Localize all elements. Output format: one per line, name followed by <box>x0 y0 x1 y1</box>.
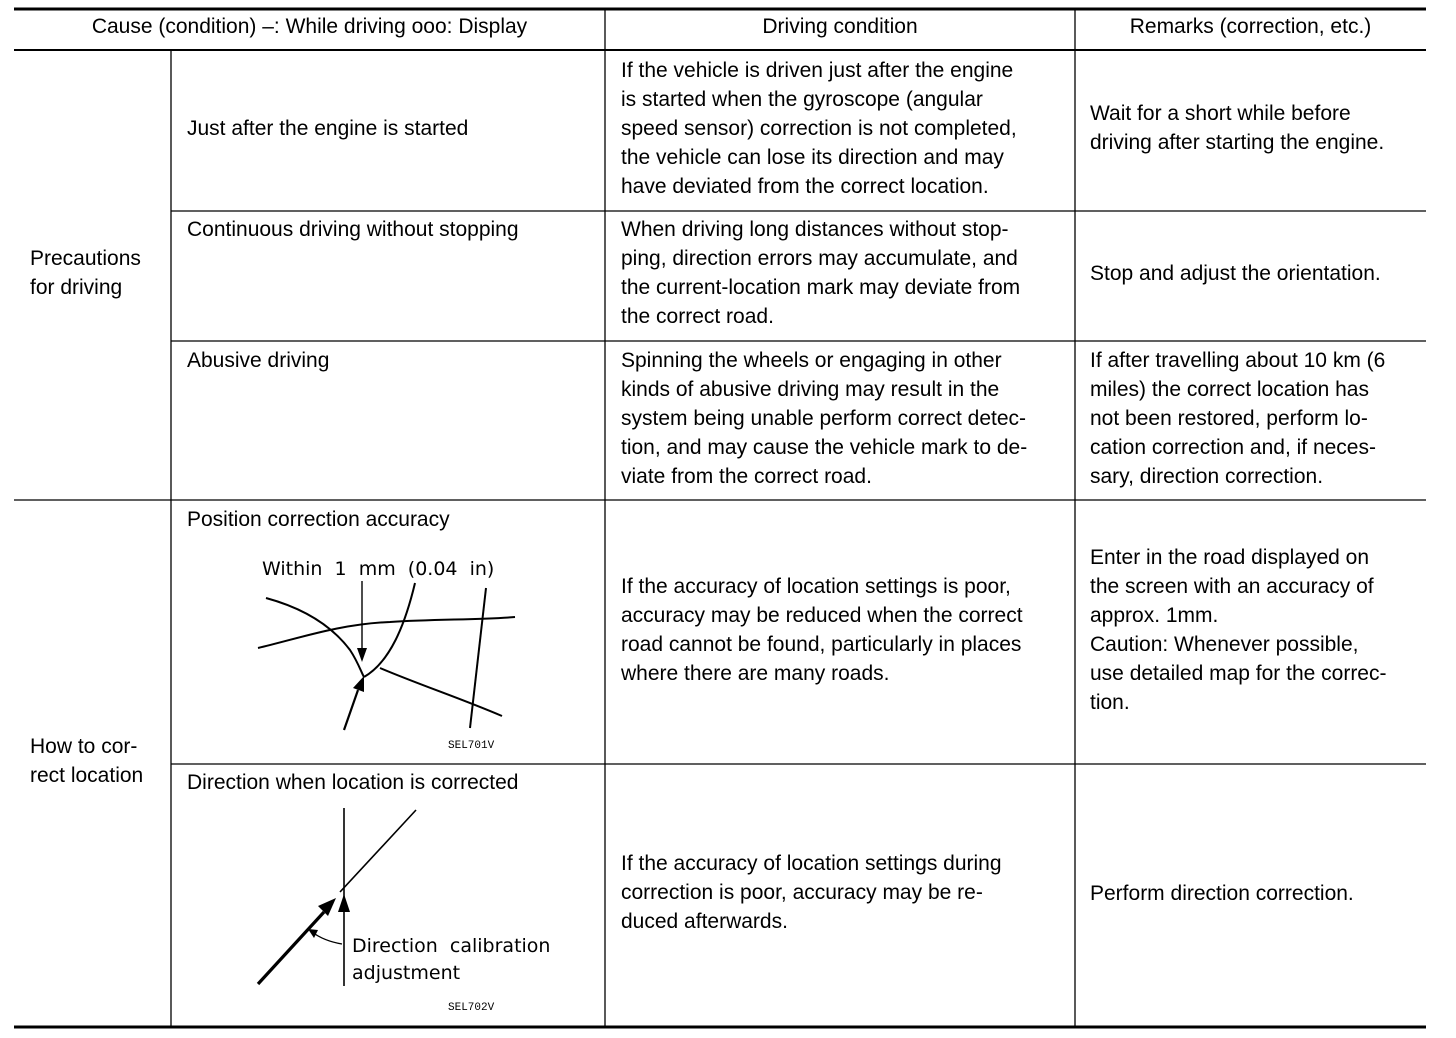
group-label-precautions: Precautions for driving <box>30 247 141 299</box>
figure-code-sel702v: SEL702V <box>448 1002 495 1014</box>
pointer-arrowhead <box>357 648 367 662</box>
direction-correction-figure <box>240 800 560 1020</box>
header-driving-condition: Driving condition <box>762 15 918 38</box>
row-condition-position-accuracy: If the accuracy of location settings is poor, accuracy may be reduced when the correct road cannot be found, particularly in places where there are many roads. <box>621 575 1023 685</box>
vertical-arrowhead <box>338 894 350 912</box>
figure-annotation-adjustment: adjustment <box>352 962 461 984</box>
row-condition-engine-started: If the vehicle is driven just after the engine is started when the gyroscope (angular speed sensor) correction is not completed, the vehicle can lose its direction and may have deviated from the correct location. <box>621 59 1017 198</box>
vehicle-direction-arrow-shaft <box>258 912 324 984</box>
road-lower <box>380 668 502 716</box>
row-cause-position-accuracy: Position correction accuracy <box>187 508 450 531</box>
vehicle-arrow-head <box>353 676 364 692</box>
road-curve-a <box>266 598 364 677</box>
row-remarks-position-accuracy: Enter in the road displayed on the screen with an accuracy of approx. 1mm. Caution: Whenever possible, use detailed map for the correc- tion. <box>1090 546 1387 714</box>
row-cause-continuous-driving: Continuous driving without stopping <box>187 218 519 241</box>
row-remarks-continuous-driving: Stop and adjust the orientation. <box>1090 262 1381 285</box>
figure-annotation-within: Within 1 mm (0.04 in) <box>262 558 495 580</box>
row-condition-direction-correction: If the accuracy of location settings during correction is poor, accuracy may be re- duced afterwards. <box>621 852 1002 933</box>
row-cause-direction-correction: Direction when location is corrected <box>187 771 519 794</box>
row-remarks-direction-correction: Perform direction correction. <box>1090 882 1354 905</box>
row-cause-abusive-driving: Abusive driving <box>187 349 330 372</box>
row-condition-continuous-driving: When driving long distances without stop- ping, direction errors may accumulate, and the current-location mark may deviate from the correct road. <box>621 218 1021 328</box>
header-cause: Cause (condition) –: While driving ooo: Display <box>91 15 528 38</box>
calibration-curve-arrowhead <box>308 929 318 938</box>
figure-annotation-direction: Direction calibration <box>352 935 551 957</box>
row-remarks-abusive-driving: If after travelling about 10 km (6 miles) the correct location has not been restored, perform lo- cation correction and, if neces- sary, direction correction. <box>1090 349 1386 488</box>
road-curve-b <box>364 583 415 677</box>
road-horizontal <box>258 617 515 648</box>
group-label-correct-location: How to cor- rect location <box>30 735 144 787</box>
position-accuracy-figure <box>240 550 540 755</box>
row-condition-abusive-driving: Spinning the wheels or engaging in other kinds of abusive driving may result in the system being unable perform correct detec- tion, and may cause the vehicle mark to de- viate from the correct road. <box>621 349 1028 488</box>
calibration-curve-arrow <box>312 932 342 944</box>
diagonal-road-line <box>340 810 416 892</box>
figure-code-sel701v: SEL701V <box>448 740 495 752</box>
vehicle-arrow-shaft <box>344 690 358 730</box>
row-cause-engine-started: Just after the engine is started <box>187 117 469 140</box>
header-remarks: Remarks (correction, etc.) <box>1129 15 1372 38</box>
row-remarks-engine-started: Wait for a short while before driving after starting the engine. <box>1090 102 1385 154</box>
